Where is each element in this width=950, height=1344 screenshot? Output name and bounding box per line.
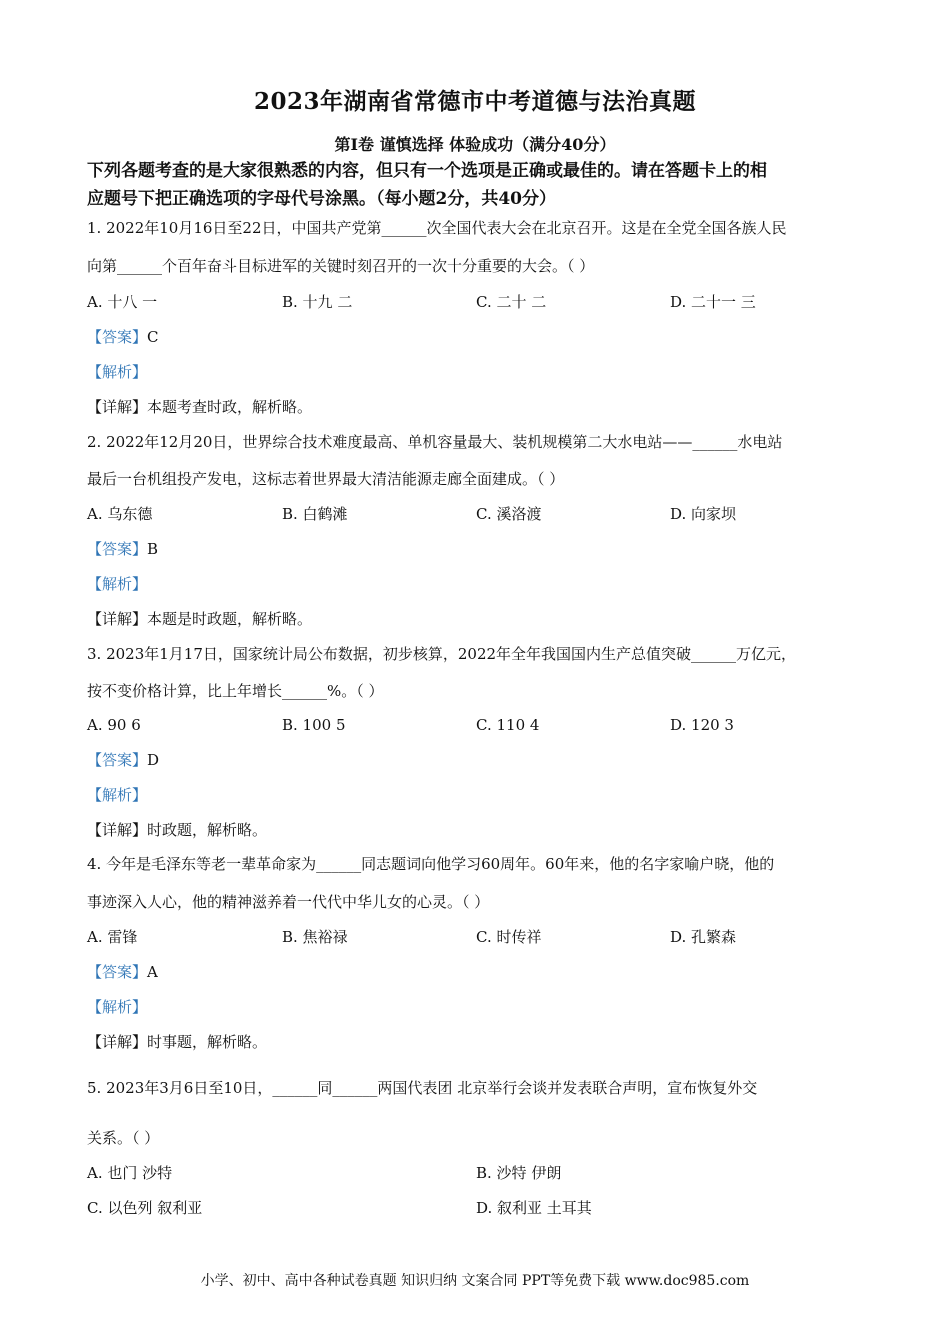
page-footer: 小学、初中、高中各种试卷真题 知识归纳 文案合同 PPT等免费下载 www.doc985.com	[200, 1273, 750, 1289]
detail-text: 时事题，解析略。	[147, 1033, 268, 1051]
option-d: D. 叙利亚 土耳其	[476, 1199, 592, 1217]
answer-value: D	[147, 751, 160, 769]
detail-tag: 【详解】	[87, 398, 148, 416]
detail-tag: 【详解】	[87, 1033, 148, 1051]
question-text: 向第______个百年奋斗目标进军的关键时刻召开的一次十分重要的大会。（ ）	[87, 257, 595, 275]
option-d: D. 向家坝	[670, 505, 737, 523]
page-title: 2023年湖南省常德市中考道德与法治真题	[253, 88, 696, 115]
option-b: B. 100 5	[282, 716, 346, 734]
answer-value: A	[147, 963, 158, 981]
option-b: B. 十九 二	[282, 293, 353, 311]
option-b: B. 焦裕禄	[282, 928, 348, 946]
option-c: C. 二十 二	[476, 293, 547, 311]
section-heading: 第Ⅰ卷 谨慎选择 体验成功（满分40分）	[334, 135, 616, 154]
detail-line	[87, 609, 312, 629]
analysis-tag: 【解析】	[87, 363, 148, 381]
detail-line	[87, 820, 267, 840]
question-text: 关系。（ ）	[87, 1129, 160, 1147]
question-text: 4. 今年是毛泽东等老一辈革命家为______同志题词向他学习60周年。60年来，他的名字家喻户晓，他的	[87, 855, 775, 873]
question-text: 5. 2023年3月6日至10日，______同______两国代表团 北京举行会谈并发表联合声明，宣布恢复外交	[87, 1079, 758, 1097]
option-a: A. 十八 一	[87, 293, 158, 311]
option-c: C. 时传祥	[476, 928, 542, 946]
question-text: 最后一台机组投产发电，这标志着世界最大清洁能源走廊全面建成。（ ）	[87, 470, 565, 488]
question-text: 2. 2022年12月20日，世界综合技术难度最高、单机容量最大、装机规模第二大水电站——______水电站	[87, 433, 783, 451]
analysis-tag: 【解析】	[87, 575, 148, 593]
instructions	[87, 157, 877, 213]
detail-text: 本题考查时政，解析略。	[147, 398, 313, 416]
question-text: 3. 2023年1月17日，国家统计局公布数据，初步核算，2022年全年我国国内生产总值突破______万亿元，	[87, 645, 797, 663]
option-a: A. 乌东德	[87, 505, 153, 523]
question-text: 事迹深入人心，他的精神滋养着一代代中华儿女的心灵。（ ）	[87, 893, 490, 911]
option-b: B. 白鹤滩	[282, 505, 348, 523]
instruction-line: 应题号下把正确选项的字母代号涂黑。（每小题2分，共40分）	[87, 189, 556, 209]
option-d: D. 孔繁森	[670, 928, 737, 946]
option-a: A. 90 6	[87, 716, 141, 734]
option-d: D. 二十一 三	[670, 293, 756, 311]
answer-tag: 【答案】	[87, 540, 148, 558]
question-text: 1. 2022年10月16日至22日，中国共产党第______次全国代表大会在北京召开。这是在全党全国各族人民	[87, 219, 787, 237]
detail-tag: 【详解】	[87, 821, 148, 839]
option-a: A. 也门 沙特	[87, 1164, 173, 1182]
detail-text: 时政题，解析略。	[147, 821, 268, 839]
option-b: B. 沙特 伊朗	[476, 1164, 562, 1182]
option-c: C. 110 4	[476, 716, 540, 734]
detail-line	[87, 397, 312, 417]
answer-value: C	[147, 328, 159, 346]
answer-line	[87, 539, 158, 559]
instruction-line: 下列各题考查的是大家很熟悉的内容，但只有一个选项是正确或最佳的。请在答题卡上的相	[87, 161, 767, 181]
option-c: C. 溪洛渡	[476, 505, 542, 523]
answer-tag: 【答案】	[87, 751, 148, 769]
detail-tag: 【详解】	[87, 610, 148, 628]
option-d: D. 120 3	[670, 716, 734, 734]
answer-value: B	[147, 540, 159, 558]
option-c: C. 以色列 叙利亚	[87, 1199, 203, 1217]
answer-line	[87, 750, 159, 770]
analysis-tag: 【解析】	[87, 998, 148, 1016]
detail-line	[87, 1032, 267, 1052]
analysis-tag: 【解析】	[87, 786, 148, 804]
answer-line	[87, 327, 159, 347]
detail-text: 本题是时政题，解析略。	[147, 610, 313, 628]
option-a: A. 雷锋	[87, 928, 138, 946]
answer-tag: 【答案】	[87, 328, 148, 346]
answer-tag: 【答案】	[87, 963, 148, 981]
question-text: 按不变价格计算，比上年增长______%。（ ）	[87, 682, 384, 700]
answer-line	[87, 962, 158, 982]
